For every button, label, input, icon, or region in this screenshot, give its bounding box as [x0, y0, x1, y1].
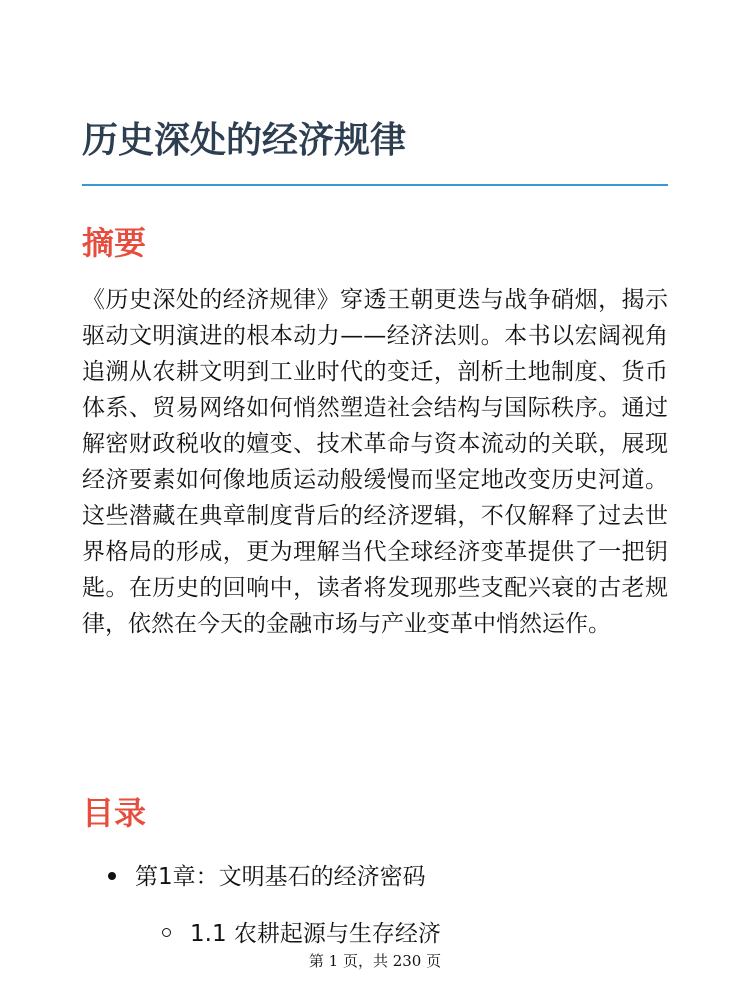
- title-divider: [82, 184, 668, 186]
- document-title: 历史深处的经济规律: [82, 120, 407, 161]
- abstract-heading: 摘要: [82, 224, 147, 262]
- page-footer: 第 1 页，共 230 页: [308, 952, 442, 970]
- toc-heading: 目录: [82, 794, 147, 832]
- toc-chapter-label: 第1章：文明基石的经济密码: [135, 864, 426, 890]
- abstract-paragraph: 《历史深处的经济规律》穿透王朝更迭与战争硝烟，揭示驱动文明演进的根本动力——经济法则。本书以宏阔视角追溯从农耕文明到工业时代的变迁，剖析土地制度、货币体系、贸易网络如何悄然塑造社会结构与国际秩序。通过解密财政税收的嬗变、技术革命与资本流动的关联，展现经济要素如何像地质运动般缓慢而坚定地改变历史河道。这些潜藏在典章制度背后的经济逻辑，不仅解释了过去世界格局的形成，更为理解当代全球经济变革提供了一把钥匙。在历史的回响中，读者将发现那些支配兴衰的古老规律，依然在今天的金融市场与产业变革中悄然运作。: [82, 287, 668, 637]
- bullet-circle-icon: [162, 928, 171, 937]
- toc-section-label: 1.1 农耕起源与生存经济: [190, 921, 441, 947]
- document-page: [82, 0, 668, 1000]
- bullet-disc-icon: [108, 872, 116, 880]
- toc-section-item[interactable]: [162, 916, 441, 952]
- toc-chapter-item[interactable]: [108, 859, 426, 895]
